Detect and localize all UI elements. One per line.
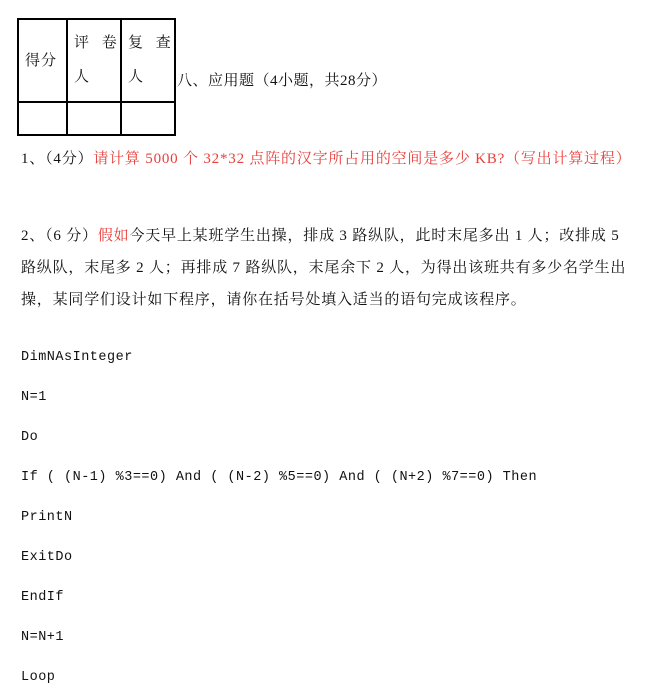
question-1-text: 请计算 5000 个 32*32 点阵的汉字所占用的空间是多少 KB?（写出计算过程） [93,151,632,167]
grader-cell [66,20,120,101]
score-cell [19,20,66,101]
code-line-loop: Loop [21,670,56,685]
code-line-increment: N=N+1 [21,630,65,645]
grader-label-line2: 人 [74,69,91,85]
reviewer-label-line1: 复 查 [128,35,172,51]
program-listing [21,338,537,698]
section-header: 八、应用题（4小题，共28分） [177,73,388,89]
code-line-do: Do [21,430,39,445]
question-2-line1 [21,220,626,252]
question-2-red-words: 假如 [97,228,130,244]
score-value-cell-empty [19,101,66,134]
question-2-line2: 路纵队，末尾多 2 人；再排成 7 路纵队，末尾余下 2 人，为得出该班共有多少名学生出 [21,260,627,276]
reviewer-cell [120,20,174,101]
code-line-dim: DimNAsInteger [21,350,133,365]
question-1 [21,147,631,168]
score-table [17,18,176,136]
code-line-exitdo: ExitDo [21,550,73,565]
grader-label-line1: 评 卷 [74,35,118,51]
score-label: 得分 [25,52,58,69]
question-1-number: 1、（4分） [21,151,94,167]
code-line-if: If ( (N-1) %3==0) And ( (N-2) %5==0) And ( (N+2) %7==0) Then [21,470,538,485]
reviewer-value-cell-empty [120,101,174,134]
question-2-number: 2、（6 分） [21,228,98,244]
question-2-line1-rest: 今天早上某班学生出操，排成 3 路纵队，此时末尾多出 1 人；改排成 5 [129,228,620,244]
code-line-endif: EndIf [21,590,65,605]
code-line-n-init: N=1 [21,390,47,405]
question-2 [21,220,626,316]
reviewer-label-line2: 人 [128,69,145,85]
grader-value-cell-empty [66,101,120,134]
question-2-line3: 操，某同学们设计如下程序，请你在括号处填入适当的语句完成该程序。 [21,292,527,308]
code-line-print: PrintN [21,510,73,525]
